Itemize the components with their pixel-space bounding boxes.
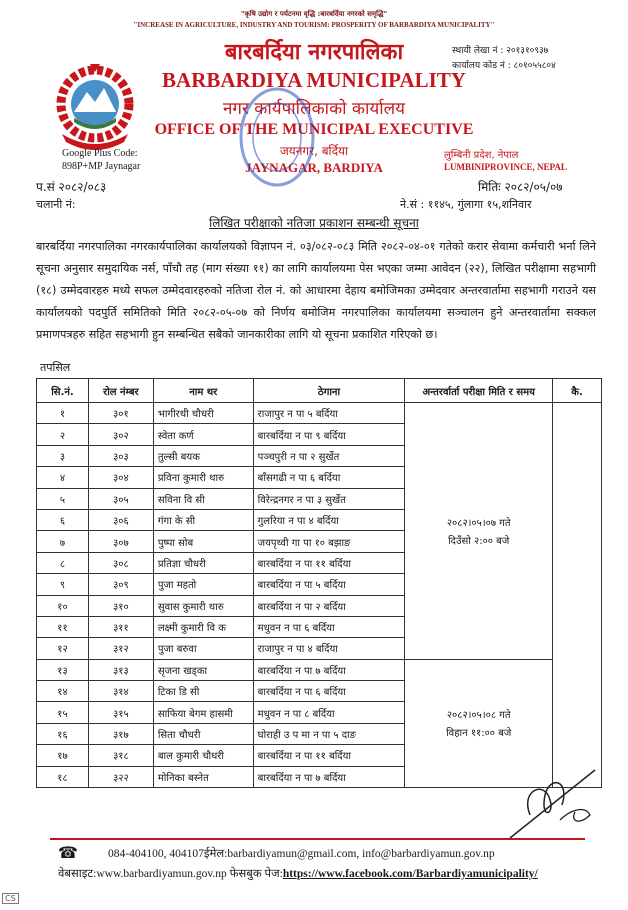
candidate-address: राजापुर न पा ५ बर्दिया bbox=[253, 403, 405, 424]
interview-time: दिउँसो २:०० बजे bbox=[448, 535, 510, 547]
serial-number: ९ bbox=[37, 574, 89, 595]
serial-number: १८ bbox=[37, 766, 89, 787]
candidate-table bbox=[36, 378, 602, 788]
roll-number: ३१० bbox=[88, 595, 153, 616]
motto-nepali: "कृषि उद्योग र पर्यटनमा वृद्धि :बारबर्दिया नगरको समृद्धि" bbox=[240, 10, 388, 18]
footer-divider bbox=[50, 838, 585, 840]
footer-contact: 084-404100, 404107ईमेल:barbardiyamun@gmail.com, info@barbardiyamun.gov.np bbox=[108, 848, 495, 860]
serial-number: १७ bbox=[37, 745, 89, 766]
column-header: कै. bbox=[553, 379, 602, 403]
roll-number: ३११ bbox=[88, 616, 153, 637]
candidate-name: सिता चौधरी bbox=[153, 723, 253, 744]
serial-number: ३ bbox=[37, 445, 89, 466]
interview-time: विहान ११:०० बजे bbox=[446, 728, 512, 740]
nepal-sambat-date: ने.सं : ११४५, गुंलागा १५,शनिवार bbox=[400, 198, 532, 211]
serial-number: ८ bbox=[37, 552, 89, 573]
serial-number: ११ bbox=[37, 616, 89, 637]
candidate-name: टिका डि सी bbox=[153, 681, 253, 702]
candidate-name: तुल्सी बयक bbox=[153, 445, 253, 466]
interview-schedule bbox=[405, 403, 553, 660]
column-header: सि.नं. bbox=[37, 379, 89, 403]
roll-number: ३०१ bbox=[88, 403, 153, 424]
candidate-name: प्रतिज्ञा चौधरी bbox=[153, 552, 253, 573]
candidate-address: बारबर्दिया न पा ११ बर्दिया bbox=[253, 552, 405, 573]
serial-number: ६ bbox=[37, 509, 89, 530]
roll-number: ३१७ bbox=[88, 723, 153, 744]
interview-date: २०८२।०५।०७ गते bbox=[446, 517, 511, 529]
serial-number: ७ bbox=[37, 531, 89, 552]
candidate-name: साफिया बेगम हासमी bbox=[153, 702, 253, 723]
candidate-address: बारबर्दिया न पा ५ बर्दिया bbox=[253, 574, 405, 595]
candidate-address: बारबर्दिया न पा ६ बर्दिया bbox=[253, 681, 405, 702]
notice-heading: लिखित परीक्षाको नतिजा प्रकाशन सम्बन्धी सूचना bbox=[209, 216, 419, 230]
candidate-address: मधुवन न पा ८ बर्दिया bbox=[253, 702, 405, 723]
candidate-name: प्रविना कुमारी थारु bbox=[153, 467, 253, 488]
column-header: अन्तरर्वार्ता परीक्षा मिति र समय bbox=[405, 379, 553, 403]
province-english: LUMBINIPROVINCE, NEPAL bbox=[444, 162, 567, 172]
address-english: JAYNAGAR, BARDIYA bbox=[245, 160, 383, 175]
notice-body: बारबर्दिया नगरपालिका नगरकार्यपालिका कार्यालयको विज्ञापन नं. ०३/०८२-०८३ मिति २०८२-०४-०१ गतेको करार सेवामा कर्मचारी भर्ना लिने सूचना अनुसार समुदायिक नर्स, पाँचौ तह (माग संख्या ११) का लागि कार्यालयमा पेस भएका जम्मा आवेदन (२२), लिखित परीक्षामा सहभागी (१८) उम्मेदवारहरु मध्ये सफल उम्मेदवारहरुको नतिजा रोल नं. को आधारमा देहाय बमोजिमका उम्मेदवार अन्तरवार्तामा सहभागी गराउने यस कार्यालयको पदपुर्ति समितिको मिति २०८२-०५-०७ को निर्णय बमोजिम नगरपालिका कार्यालयमा सञ्चालन हुने अन्तरवार्तामा सक्कल प्रमाणपत्रहरु सहित सहभागी हुन सम्बन्धित सबैको जानकारीका लागि यो सूचना प्रकाशित गरिएको छ। bbox=[36, 240, 596, 341]
letter-date: मितिः २०८२/०५/०७ bbox=[478, 180, 563, 194]
roll-number: ३१४ bbox=[88, 681, 153, 702]
candidate-address: बारबर्दिया न पा ७ बर्दिया bbox=[253, 766, 405, 787]
serial-number: ५ bbox=[37, 488, 89, 509]
serial-number: १ bbox=[37, 403, 89, 424]
candidate-name: बाल कुमारी चौधरी bbox=[153, 745, 253, 766]
roll-number: ३१३ bbox=[88, 659, 153, 680]
roll-number: ३१८ bbox=[88, 745, 153, 766]
serial-number: १० bbox=[37, 595, 89, 616]
column-header: ठेगाना bbox=[253, 379, 405, 403]
roll-number: ३०६ bbox=[88, 509, 153, 530]
candidate-address: गुलरिया न पा ४ बर्दिया bbox=[253, 509, 405, 530]
roll-number: ३०७ bbox=[88, 531, 153, 552]
facebook-link[interactable]: https://www.facebook.com/Barbardiyamunicipality/ bbox=[282, 868, 538, 880]
candidate-name: भागीरथी चौधरी bbox=[153, 403, 253, 424]
roll-number: ३१५ bbox=[88, 702, 153, 723]
dispatch-number: चलानी नं: bbox=[36, 198, 76, 211]
roll-number: ३०३ bbox=[88, 445, 153, 466]
column-header: नाम थर bbox=[153, 379, 253, 403]
municipality-title-nepali: बारबर्दिया नगरपालिका bbox=[224, 40, 404, 65]
candidate-name: सविना वि सी bbox=[153, 488, 253, 509]
serial-number: १५ bbox=[37, 702, 89, 723]
candidate-name: मोनिका बस्नेत bbox=[153, 766, 253, 787]
serial-number: ४ bbox=[37, 467, 89, 488]
candidate-address: विरेन्द्रनगर न पा ३ सुर्खेत bbox=[253, 488, 405, 509]
candidate-name: पुजा महतो bbox=[153, 574, 253, 595]
address-nepali: जयनगर, बर्दिया bbox=[279, 144, 349, 158]
remarks-cell bbox=[553, 403, 602, 788]
candidate-address: बाँसगढी न पा ६ बर्दिया bbox=[253, 467, 405, 488]
candidate-name: पुजा बरुवा bbox=[153, 638, 253, 659]
pan-number: स्थायी लेखा नं : २०१३१०९३७ bbox=[452, 46, 549, 56]
roll-number: ३०४ bbox=[88, 467, 153, 488]
schedule-label: तपसिल bbox=[40, 361, 71, 374]
candidate-name: गंगा के सी bbox=[153, 509, 253, 530]
table-body bbox=[37, 403, 602, 788]
office-title-nepali: नगर कार्यपालिकाको कार्यालय bbox=[222, 99, 406, 119]
roll-number: ३१२ bbox=[88, 638, 153, 659]
table-header-row bbox=[37, 379, 602, 403]
footer-website: वेबसाइट:www.barbardiyamun.gov.np फेसबुक पेज:https://www.facebook.com/Barbardiyamunicipality/ bbox=[58, 868, 538, 880]
serial-number: १३ bbox=[37, 659, 89, 680]
serial-number: १४ bbox=[37, 681, 89, 702]
office-title-english: OFFICE OF THE MUNICIPAL EXECUTIVE bbox=[154, 121, 474, 138]
scanner-badge-icon: CS bbox=[2, 893, 19, 904]
serial-number: २ bbox=[37, 424, 89, 445]
serial-number: १२ bbox=[37, 638, 89, 659]
candidate-name: सुवास कुमारी थारु bbox=[153, 595, 253, 616]
signature bbox=[500, 760, 605, 845]
candidate-address: बारबर्दिया न पा ७ बर्दिया bbox=[253, 659, 405, 680]
candidate-address: बारबर्दिया न पा २ बर्दिया bbox=[253, 595, 405, 616]
candidate-name: सृजना खड्का bbox=[153, 659, 253, 680]
office-code: कार्यालय कोड नं : ८०१०५५८०४ bbox=[452, 61, 556, 71]
serial-number: १६ bbox=[37, 723, 89, 744]
column-header: रोल नंम्बर bbox=[88, 379, 153, 403]
candidate-address: राजापुर न पा ४ बर्दिया bbox=[253, 638, 405, 659]
roll-number: ३०५ bbox=[88, 488, 153, 509]
table-row bbox=[37, 403, 602, 424]
candidate-address: पञ्चपुरी न पा २ सुर्खेत bbox=[253, 445, 405, 466]
plus-code-label: Google Plus Code: bbox=[62, 148, 138, 159]
candidate-name: लक्ष्मी कुमारी वि क bbox=[153, 616, 253, 637]
candidate-name: स्वेता कर्ण bbox=[153, 424, 253, 445]
candidate-address: बारबर्दिया न पा ११ बर्दिया bbox=[253, 745, 405, 766]
candidate-name: पुष्पा सोब bbox=[153, 531, 253, 552]
roll-number: ३०९ bbox=[88, 574, 153, 595]
telephone-icon: ☎ bbox=[58, 843, 78, 862]
candidate-address: जयपृथ्वी गा पा १० बझाङ bbox=[253, 531, 405, 552]
candidate-address: घोराही उ प मा न पा ५ दाङ bbox=[253, 723, 405, 744]
table-row bbox=[37, 659, 602, 680]
interview-date: २०८२।०५।०८ गते bbox=[446, 710, 511, 722]
plus-code-value: 898P+MP Jaynagar bbox=[62, 161, 141, 172]
roll-number: ३२२ bbox=[88, 766, 153, 787]
municipality-title-english: BARBARDIYA MUNICIPALITY bbox=[162, 68, 466, 92]
roll-number: ३०२ bbox=[88, 424, 153, 445]
candidate-address: बारबर्दिया न पा ९ बर्दिया bbox=[253, 424, 405, 445]
roll-number: ३०८ bbox=[88, 552, 153, 573]
official-seal-stamp bbox=[232, 82, 322, 192]
motto-english: "INCREASE IN AGRICULTURE, INDUSTRY AND TOURISM: PROSPERITY OF BARBARDIYA MUNICIPALITY" bbox=[133, 21, 495, 29]
reference-number: प.सं २०८२/०८३ bbox=[36, 180, 107, 194]
candidate-address: मधुवन न पा ६ बर्दिया bbox=[253, 616, 405, 637]
province-nepali: लुम्बिनी प्रदेश, नेपाल bbox=[444, 150, 519, 161]
